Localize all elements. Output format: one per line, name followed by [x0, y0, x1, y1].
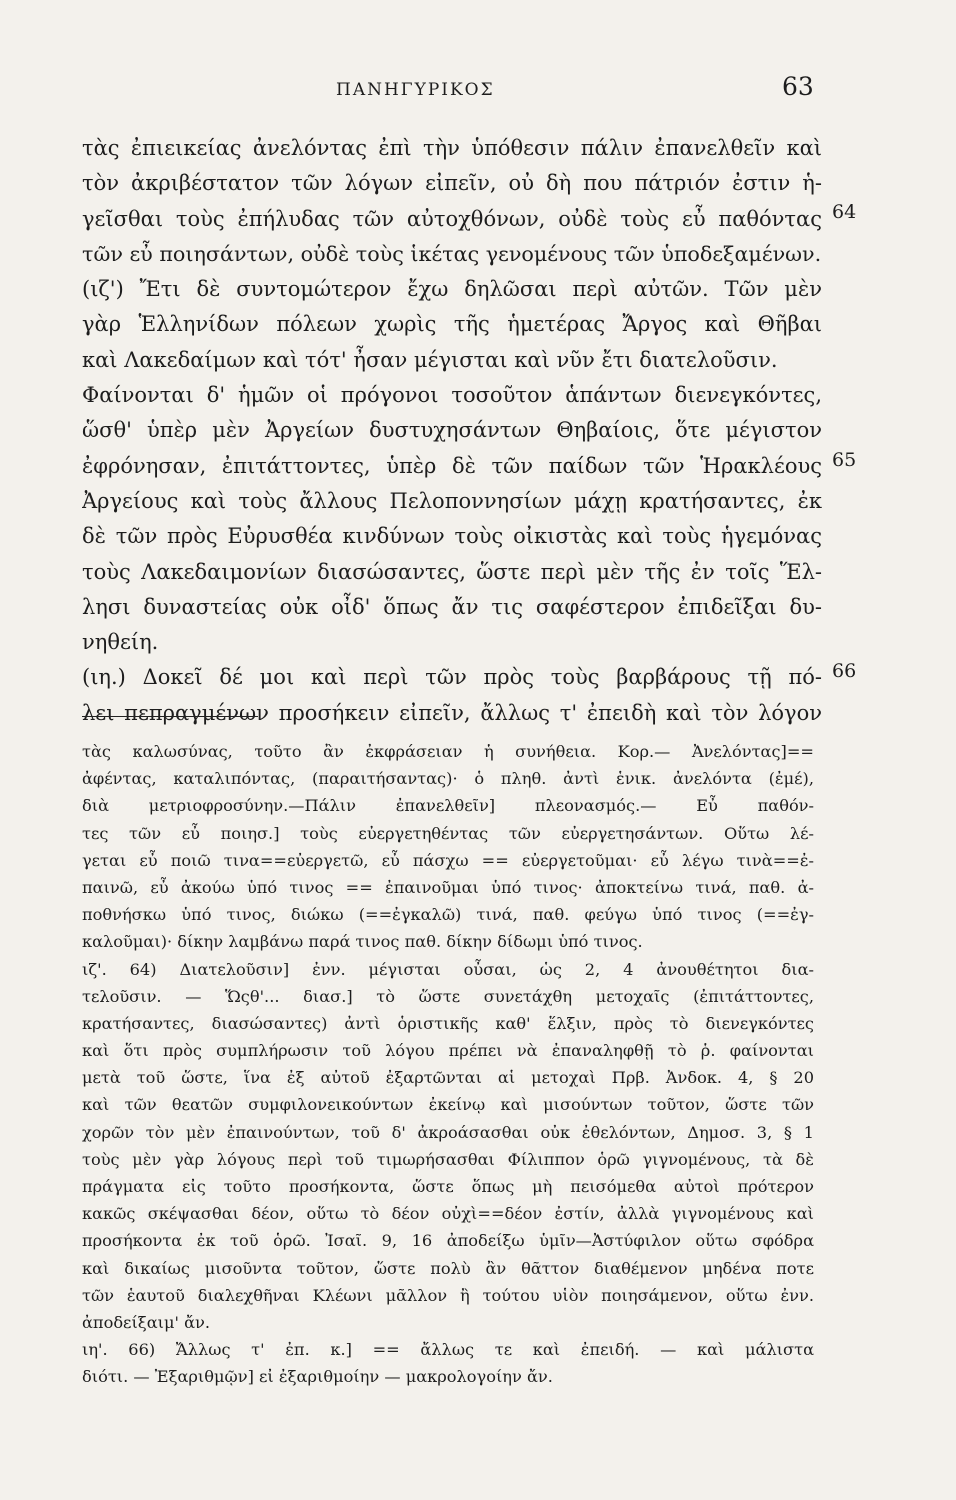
main-text-line: τοὺς Λακεδαιμονίων διασώσαντες, ὥστε περὶ μὲν τῆς ἐν τοῖς Ἕλ- [82, 559, 822, 584]
note-line: κρατήσαντες, διασώσαντες) ἀντὶ ὁριστικῆς καθ' ἕλξιν, πρὸς τὸ διενεγκόντες [82, 1013, 814, 1033]
margin-section-number: 65 [832, 449, 857, 471]
main-text-line: λει πεπραγμένων προσήκειν εἰπεῖν, ἄλλως τ' ἐπειδὴ καὶ τὸν λόγον [82, 700, 822, 725]
note-line: τελοῦσιν. — Ὥςθ'... διασ.] τὸ ὥστε συνετάχθη μετοχαῖς (ἐπιτάττοντες, [82, 986, 814, 1006]
note-line: τες τῶν εὖ ποιησ.] τοὺς εὐεργετηθέντας τῶν εὐεργετησάντων. Οὕτω λέ- [82, 823, 814, 843]
main-text-line: τῶν εὖ ποιησάντων, οὐδὲ τοὺς ἱκέτας γενομένους τῶν ὑποδεξαμένων. [82, 241, 822, 266]
main-text-line: τὸν ἀκριβέστατον τῶν λόγων εἰπεῖν, οὐ δὴ που πάτριόν ἐστιν ἡ- [82, 171, 822, 196]
note-line: ιη'. 66) Ἄλλως τ' ἐπ. κ.] == ἄλλως τε καὶ ἐπειδή. — καὶ μάλιστα [82, 1340, 814, 1360]
main-text-line: Φαίνονται δ' ἡμῶν οἱ πρόγονοι τοσοῦτον ἁπάντων διενεγκόντες, [82, 383, 822, 408]
note-line: καὶ δικαίως μισοῦντα τοῦτον, ὥστε πολὺ ἂν θᾶττον διαθέμενον μηδένα ποτε [82, 1258, 814, 1278]
note-line: διότι. — Ἐξαριθμῷν] εἰ ἐξαριθμοίην — μακρολογοίην ἄν. [82, 1367, 553, 1387]
main-text-line: δὲ τῶν πρὸς Εὐρυσθέα κινδύνων τοὺς οἰκιστὰς καὶ τοὺς ἡγεμόνας [82, 524, 822, 549]
margin-section-number: 66 [832, 660, 857, 682]
note-line: τοὺς μὲν γὰρ λόγους περὶ τοῦ τιμωρήσασθαι Φίλιππον ὁρῶ γιγνομένους, τὰ δὲ [82, 1149, 814, 1169]
note-line: μετὰ τοῦ ὥστε, ἵνα ἐξ αὐτοῦ ἐξαρτῶνται αἱ μετοχαὶ Πρβ. Ἀνδοκ. 4, § 20 [82, 1068, 814, 1088]
main-text-line: (ιζ') Ἔτι δὲ συντομώτερον ἔχω δηλῶσαι περὶ αὐτῶν. Τῶν μὲν [82, 277, 822, 302]
note-line: καλοῦμαι)· δίκην λαμβάνω παρά τινος παθ. δίκην δίδωμι ὑπό τινος. [82, 932, 643, 952]
main-text [82, 131, 822, 731]
main-text-line: καὶ Λακεδαίμων καὶ τότ' ἦσαν μέγισται καὶ νῦν ἔτι διατελοῦσιν. [82, 347, 778, 372]
note-line: προσήκοντα ἐκ τοῦ ὁρῶ. Ἰσαῖ. 9, 16 ἀποδείξω ὑμῖν—Ἀστύφιλον οὕτω σφόδρα [82, 1231, 814, 1251]
note-line: καὶ ὅτι πρὸς συμπλήρωσιν τοῦ λόγου πρέπει νὰ ἐπαναληφθῇ τὸ ῥ. φαίνονται [82, 1041, 814, 1061]
main-text-line: λησι δυναστείας οὐκ οἶδ' ὅπως ἄν τις σαφέστερον ἐπιδεῖξαι δυ- [82, 594, 822, 619]
main-text-line: γὰρ Ἑλληνίδων πόλεων χωρὶς τῆς ἡμετέρας Ἄργος καὶ Θῆβαι [82, 312, 822, 337]
note-line: χορῶν τὸν μὲν ἐπαινούντων, τοῦ δ' ἀκροάσασθαι οὐκ ἐθελόντων, Δημοσ. 3, § 1 [82, 1122, 814, 1142]
main-text-line: γεῖσθαι τοὺς ἐπήλυδας τῶν αὐτοχθόνων, οὐδὲ τοὺς εὖ παθόντας [82, 206, 822, 231]
note-line: τῶν ἑαυτοῦ διαλεχθῆναι Κλέωνι μᾶλλον ἢ τούτου υἱὸν ποιησάμενον, οὕτω ἐνν. [82, 1285, 814, 1305]
note-line: ιζ'. 64) Διατελοῦσιν] ἐνν. μέγισται οὖσαι, ὡς 2, 4 ἀνουθέτητοι δια- [82, 959, 814, 979]
main-text-line: ἐφρόνησαν, ἐπιτάττοντες, ὑπὲρ δὲ τῶν παίδων τῶν Ἡρακλέους [82, 453, 822, 478]
main-text-line: νηθείη. [82, 630, 159, 655]
note-line: πράγματα εἰς τοῦτο προσήκοντα, ὥστε ὅπως μὴ πεισόμεθα αὐτοὶ πρότερον [82, 1177, 814, 1196]
note-line: ποθνήσκω ὑπό τινος, διώκω (==ἐγκαλῶ) τινά, παθ. φεύγω ὑπό τινος (==ἐγ- [82, 905, 814, 925]
note-line: ἀφέντας, καταλιπόντας, (παραιτήσαντας)· ὁ πληθ. ἀντὶ ἑνικ. ἀνελόντα (ἐμέ), [82, 769, 814, 789]
main-text-line: τὰς ἐπιεικείας ἀνελόντας ἐπὶ τὴν ὑπόθεσιν πάλιν ἐπανελθεῖν καὶ [82, 136, 822, 160]
main-text-line: (ιη.) Δοκεῖ δέ μοι καὶ περὶ τῶν πρὸς τοὺς βαρβάρους τῇ πό- [82, 665, 822, 690]
page-number: 63 [782, 72, 814, 101]
note-line: γεται εὖ ποιῶ τινα==εὐεργετῶ, εὖ πάσχω == εὐεργετοῦμαι· εὖ λέγω τινὰ==ἐ- [82, 850, 814, 870]
main-text-line: Ἀργείους καὶ τοὺς ἄλλους Πελοποννησίων μάχῃ κρατήσαντες, ἐκ [82, 488, 822, 513]
footnote-divider [82, 716, 258, 717]
note-line: διὰ μετριοφροσύνην.—Πάλιν ἐπανελθεῖν] πλεονασμός.— Εὖ παθόν- [82, 796, 814, 816]
running-title: ΠΑΝΗΓΥΡΙΚΟΣ [336, 80, 495, 100]
note-line: ἀποδείξαιμ' ἄν. [82, 1312, 211, 1332]
note-line: τὰς καλωσύνας, τοῦτο ἂν ἐκφράσειαν ἡ συνήθεια. Κορ.— Ἀνελόντας]== [82, 742, 814, 761]
margin-section-number: 64 [832, 201, 857, 223]
note-line: καὶ τῶν θεατῶν συμφιλονεικούντων ἐκείνῳ καὶ μισούντων τοῦτον, ὥστε τῶν [82, 1095, 814, 1115]
running-head [0, 72, 956, 108]
note-line: κακῶς σκέψασθαι δέον, οὕτω τὸ δέον οὐχὶ==δέον ἐστίν, ἀλλὰ γιγνομένους καὶ [82, 1204, 814, 1224]
commentary-notes [82, 738, 814, 1391]
main-text-line: ὥσθ' ὑπὲρ μὲν Ἀργείων δυστυχησάντων Θηβαίοις, ὅτε μέγιστον [82, 418, 822, 443]
note-line: παινῶ, εὖ ἀκούω ὑπό τινος == ἐπαινοῦμαι ὑπό τινος· ἀποκτείνω τινά, παθ. ἀ- [82, 877, 814, 897]
